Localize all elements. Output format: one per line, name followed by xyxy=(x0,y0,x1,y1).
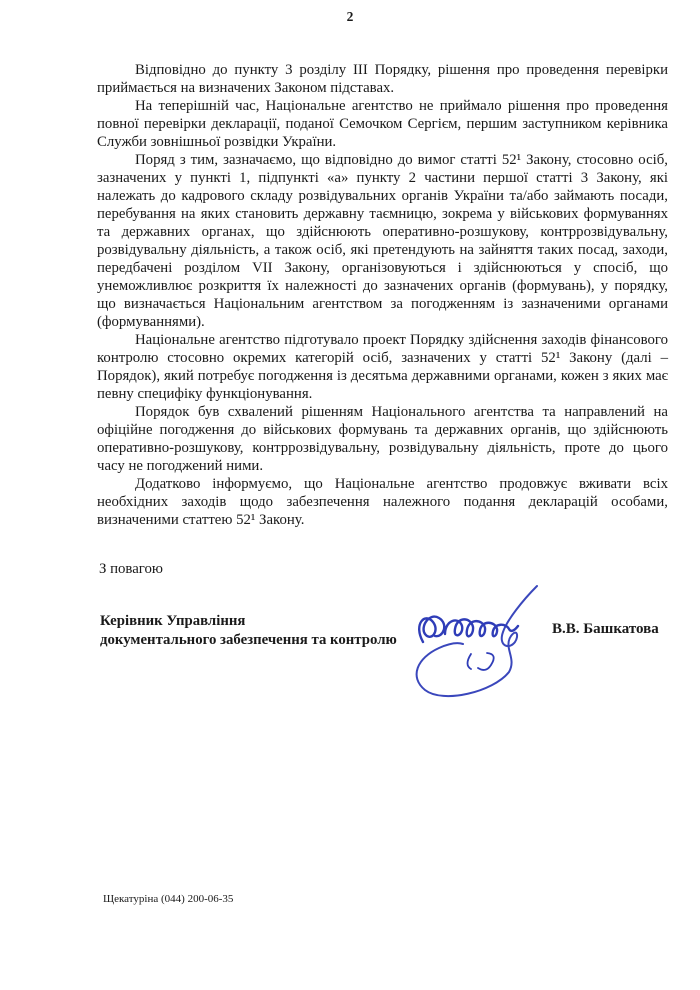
signer-position-line1: Керівник Управління xyxy=(100,613,246,629)
body-paragraph-6: Додатково інформуємо, що Національне агентство продовжує вживати всіх необхідних заходів щодо забезпечення належного подання декларацій особами, визначеними статтею 52¹ Закону. xyxy=(97,476,668,528)
body-paragraph-2: На теперішній час, Національне агентство не приймало рішення про проведення повної перевірки декларації, поданої Семочком Сергієм, першим заступником керівника Служби зовнішньої розвідки України. xyxy=(97,98,668,150)
body-paragraph-5: Порядок був схвалений рішенням Національного агентства та направлений на офіційне погодження до військових формувань та державних органів, що здійснюють оперативно-розшукову, контррозвідувальну, розвідувальну діяльність, проте до цього часу не погоджений ними. xyxy=(97,404,668,474)
closing-salutation: З повагою xyxy=(99,561,163,577)
page-number: 2 xyxy=(346,9,354,24)
signature-ink-icon xyxy=(405,578,555,708)
signer-name: В.В. Башкатова xyxy=(552,621,659,637)
executor-contact: Щекатуріна (044) 200-06-35 xyxy=(103,893,234,905)
signer-position-line2: документального забезпечення та контролю xyxy=(100,632,397,648)
letter-body xyxy=(97,61,668,529)
signer-position xyxy=(100,612,430,650)
body-paragraph-3: Поряд з тим, зазначаємо, що відповідно до вимог статті 52¹ Закону, стосовно осіб, зазначених у пункті 1, підпункті «а» пункту 2 частини першої статті 3 Закону, які належать до кадрового складу розвідувальних органів України та/або займають посади, перебування на яких становить державну таємницю, зокрема у військових формуваннях та державних органах, що здійснюють оперативно-розшукову, контррозвідувальну, розвідувальну діяльність, а також осіб, які претендують на зайняття таких посад, заходи, передбачені розділом VII Закону, організовуються і здійснюються у спосіб, що унеможливлює розкриття їх належності до зазначених органів (формувань), у порядку, що визначається Національним агентством за погодженням із зазначеними органами (формуваннями). xyxy=(97,152,668,330)
body-paragraph-1: Відповідно до пункту 3 розділу III Порядку, рішення про проведення перевірки приймається на визначених Законом підставах. xyxy=(97,62,668,96)
body-paragraph-4: Національне агентство підготувало проект Порядку здійснення заходів фінансового контролю стосовно окремих категорій осіб, зазначених у статті 52¹ Закону (далі – Порядок), який потребує погодження із десятьма державними органами, кожен з яких має певну специфіку функціонування. xyxy=(97,332,668,402)
